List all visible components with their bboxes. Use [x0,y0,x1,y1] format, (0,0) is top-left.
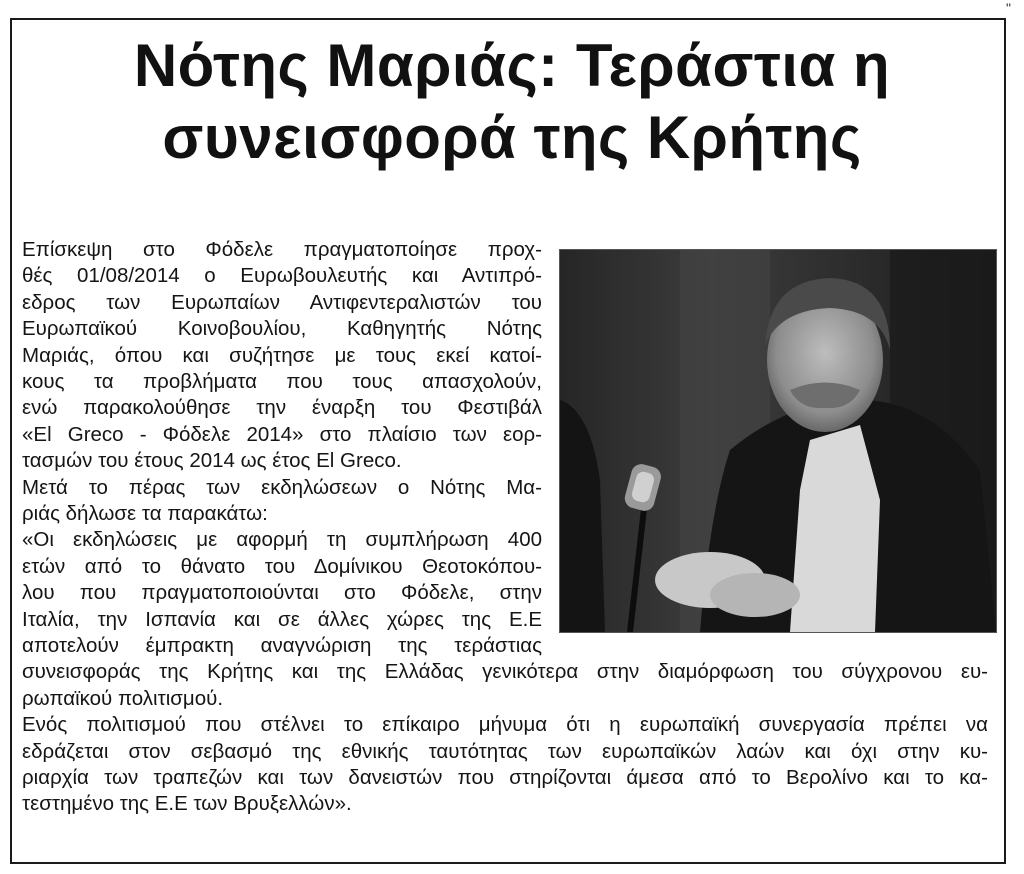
body-line: κους τα προβλήματα που τους απασχολούν, [22,370,542,393]
body-line: ρωπαϊκού πολιτισμού. [22,686,224,710]
body-line: αποτελούν έμπρακτη αναγνώριση της τεράστιας [22,634,542,657]
body-line: εδρος των Ευρωπαίων Αντιφεντεραλιστών του [22,290,542,314]
body-line: ενώ παρακολούθησε την έναρξη του Φεστιβάλ [22,396,542,420]
body-line: τασμών του έτους 2014 ως έτος El Greco. [22,449,402,473]
body-line: «Οι εκδηλώσεις με αφορμή τη συμπλήρωση 400 [22,528,542,552]
corner-mark: " [1006,0,1011,16]
body-line: Επίσκεψη στο Φόδελε πραγματοποίησε προχ- [22,238,542,261]
body-line: «El Greco - Φόδελε 2014» στο πλαίσιο των εορ- [22,422,542,446]
body-line: Μαριάς, όπου και συζήτησε με τους εκεί κατοί- [22,343,542,367]
body-line: τεστημένο της Ε.Ε των Βρυξελλών». [22,792,352,816]
headline-line-2: συνεισφορά της Κρήτης [162,104,862,171]
body-line: Ευρωπαϊκού Κοινοβουλίου, Καθηγητής Νότης [22,317,542,341]
headline [12,30,1012,174]
body-line: συνεισφοράς της Κρήτης και της Ελλάδας γενικότερα στην διαμόρφωση του σύγχρονου ευ- [22,660,988,684]
body-line: λου που πραγματοποιούνται στο Φόδελε, στην [22,581,542,605]
portrait-photo-icon [559,249,997,633]
body-line: Ενός πολιτισμού που στέλνει το επίκαιρο μήνυμα ότι η ευρωπαϊκή συνεργασία πρέπει να [22,713,988,737]
body-line: ριαρχία των τραπεζών και των δανειστών που στηρίζονται άμεσα από το Βερολίνο και το κα- [22,766,988,789]
body-line: Ιταλία, την Ισπανία και σε άλλες χώρες της Ε.Ε [22,607,542,631]
body-line: θές 01/08/2014 ο Ευρωβουλευτής και Αντιπρό- [22,264,542,288]
body-line: Μετά το πέρας των εκδηλώσεων ο Νότης Μα- [22,475,542,499]
body-line: εδράζεται στον σεβασμό της εθνικής ταυτότητας των ευρωπαϊκών λαών και όχι στην κυ- [22,739,988,763]
body-line: ετών από το θάνατο του Δομίνικου Θεοτοκόπου- [22,554,542,578]
headline-line-1: Νότης Μαριάς: Τεράστια η [133,32,891,99]
body-line: ριάς δήλωσε τα παρακάτω: [22,502,268,525]
